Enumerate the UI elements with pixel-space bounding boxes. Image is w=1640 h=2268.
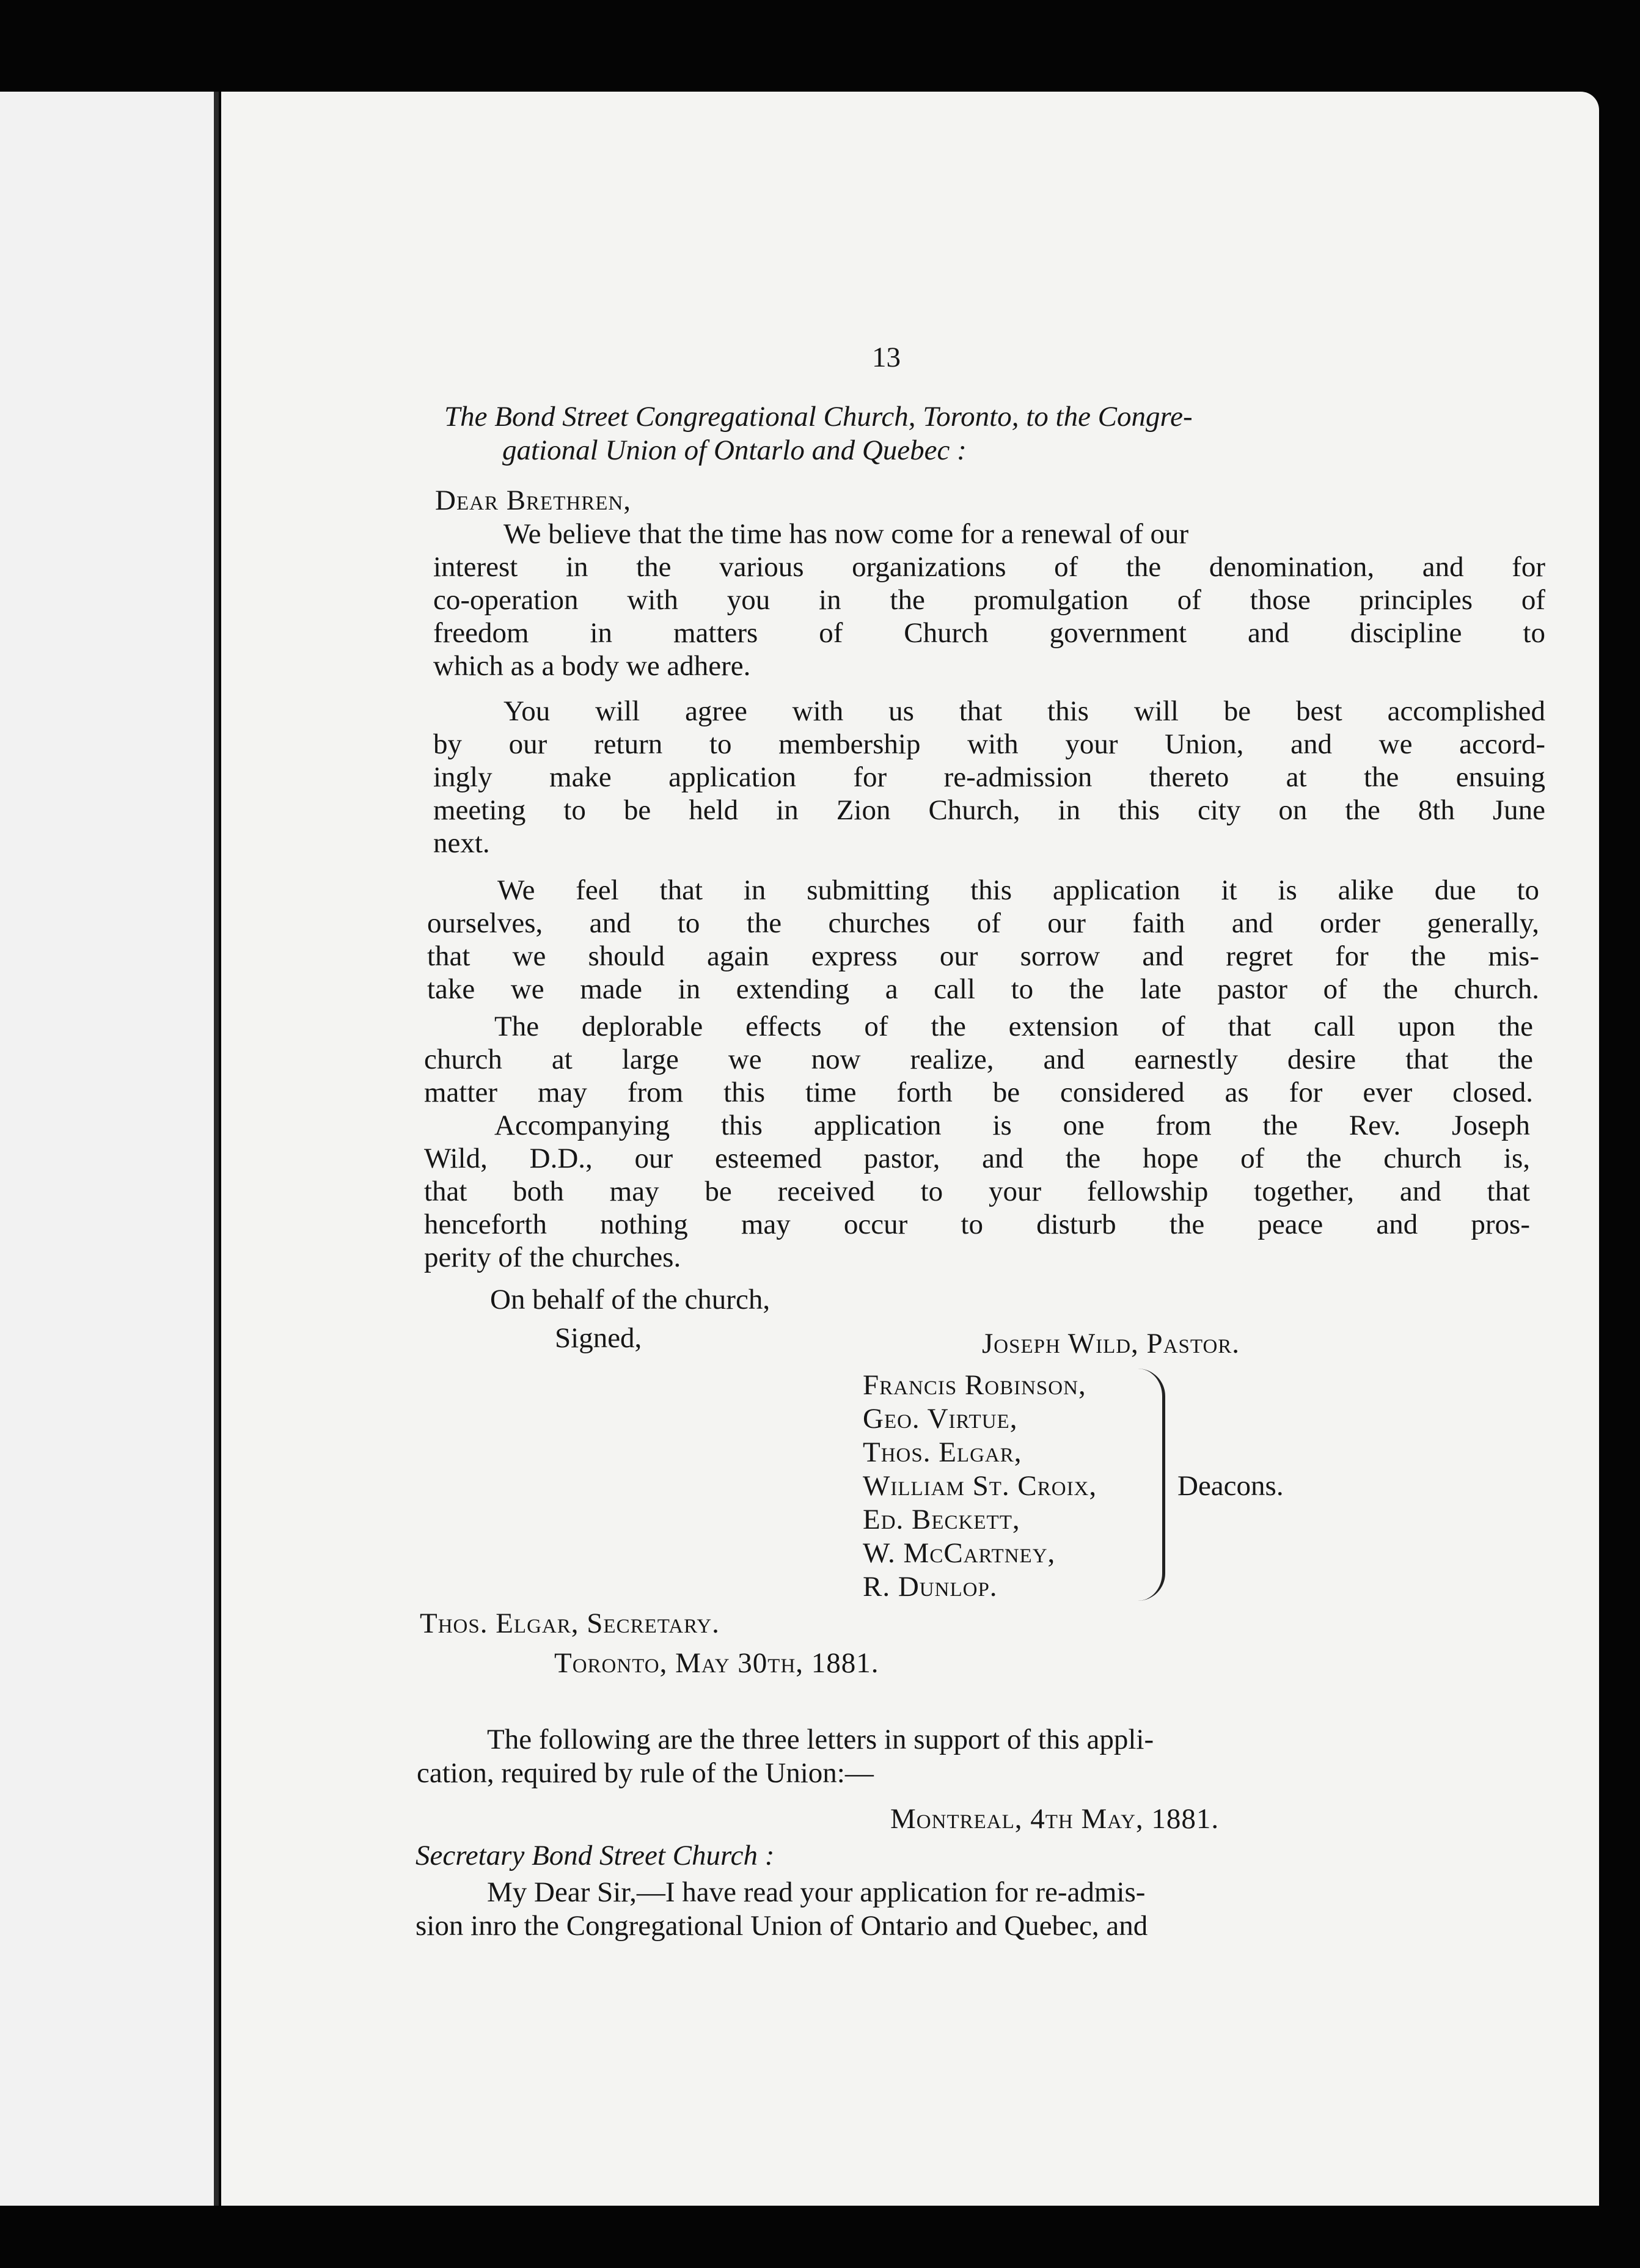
- body-line: We believe that the time has now come for a renewal of our: [503, 518, 1189, 550]
- body-line: perity of the churches.: [424, 1242, 681, 1273]
- addressee: Secretary Bond Street Church :: [415, 1840, 775, 1871]
- body-line: ingly make application for re-admission thereto at the ensuing: [433, 761, 1545, 793]
- pastor-signature: Joseph Wild, Pastor.: [982, 1328, 1240, 1359]
- deacon-name: Thos. Elgar,: [863, 1436, 1022, 1468]
- facing-page-edge: [0, 92, 219, 2206]
- behalf-line: On behalf of the church,: [490, 1284, 771, 1315]
- body-line: The deplorable effects of the extension of that call upon the: [494, 1011, 1533, 1042]
- following-line-1: The following are the three letters in support of this appli-: [487, 1724, 1154, 1755]
- deacon-name: W. McCartney,: [863, 1537, 1056, 1569]
- body-line: which as a body we adhere.: [433, 650, 751, 682]
- body-line: interest in the various organizations of the denomination, and for: [433, 551, 1545, 583]
- book-page: [221, 92, 1599, 2206]
- salutation: Dear Brethren,: [435, 485, 631, 516]
- body-line: next.: [433, 827, 490, 859]
- following-line-2: cation, required by rule of the Union:—: [417, 1757, 874, 1789]
- deacon-name: R. Dunlop.: [863, 1571, 998, 1603]
- heading-line-2: gational Union of Ontarlo and Quebec :: [502, 434, 967, 466]
- deacon-name: Ed. Beckett,: [863, 1504, 1020, 1535]
- montreal-date: Montreal, 4th May, 1881.: [890, 1803, 1220, 1835]
- body-line: meeting to be held in Zion Church, in this city on the 8th June: [433, 794, 1545, 826]
- body-line: We feel that in submitting this application it is alike due to: [497, 874, 1539, 906]
- body-line: ourselves, and to the churches of our faith and order generally,: [427, 907, 1539, 939]
- signed-line: Signed,: [555, 1322, 642, 1354]
- body-line: matter may from this time forth be considered as for ever closed.: [424, 1077, 1533, 1108]
- deacons-brace: [1138, 1369, 1165, 1601]
- deacon-name: Geo. Virtue,: [863, 1403, 1018, 1435]
- body-line: You will agree with us that this will be best accomplished: [503, 695, 1545, 727]
- body-line: church at large we now realize, and earnestly desire that the: [424, 1044, 1533, 1075]
- body-line: co-operation with you in the promulgation of those principles of: [433, 584, 1545, 616]
- body-line: that both may be received to your fellowship together, and that: [424, 1176, 1530, 1207]
- deacon-name: William St. Croix,: [863, 1470, 1097, 1502]
- letter-line-1: My Dear Sir,—I have read your application for re-admis-: [487, 1876, 1146, 1908]
- body-line: henceforth nothing may occur to disturb the peace and pros-: [424, 1209, 1530, 1240]
- body-line: Wild, D.D., our esteemed pastor, and the hope of the church is,: [424, 1143, 1530, 1174]
- deacon-name: Francis Robinson,: [863, 1369, 1086, 1401]
- body-line: that we should again express our sorrow and regret for the mis-: [427, 940, 1539, 972]
- deacons-label: Deacons.: [1177, 1470, 1284, 1502]
- heading-line-1: The Bond Street Congregational Church, Toronto, to the Congre-: [444, 401, 1193, 433]
- place-date: Toronto, May 30th, 1881.: [554, 1647, 879, 1679]
- body-line: freedom in matters of Church government and discipline to: [433, 617, 1545, 649]
- secretary-line: Thos. Elgar, Secretary.: [420, 1608, 720, 1639]
- body-line: take we made in extending a call to the late pastor of the church.: [427, 973, 1539, 1005]
- page-number: 13: [872, 342, 901, 373]
- body-line: Accompanying this application is one from the Rev. Joseph: [494, 1110, 1530, 1141]
- letter-line-2: sion inro the Congregational Union of Ontario and Quebec, and: [415, 1910, 1148, 1942]
- body-line: by our return to membership with your Union, and we accord-: [433, 728, 1545, 760]
